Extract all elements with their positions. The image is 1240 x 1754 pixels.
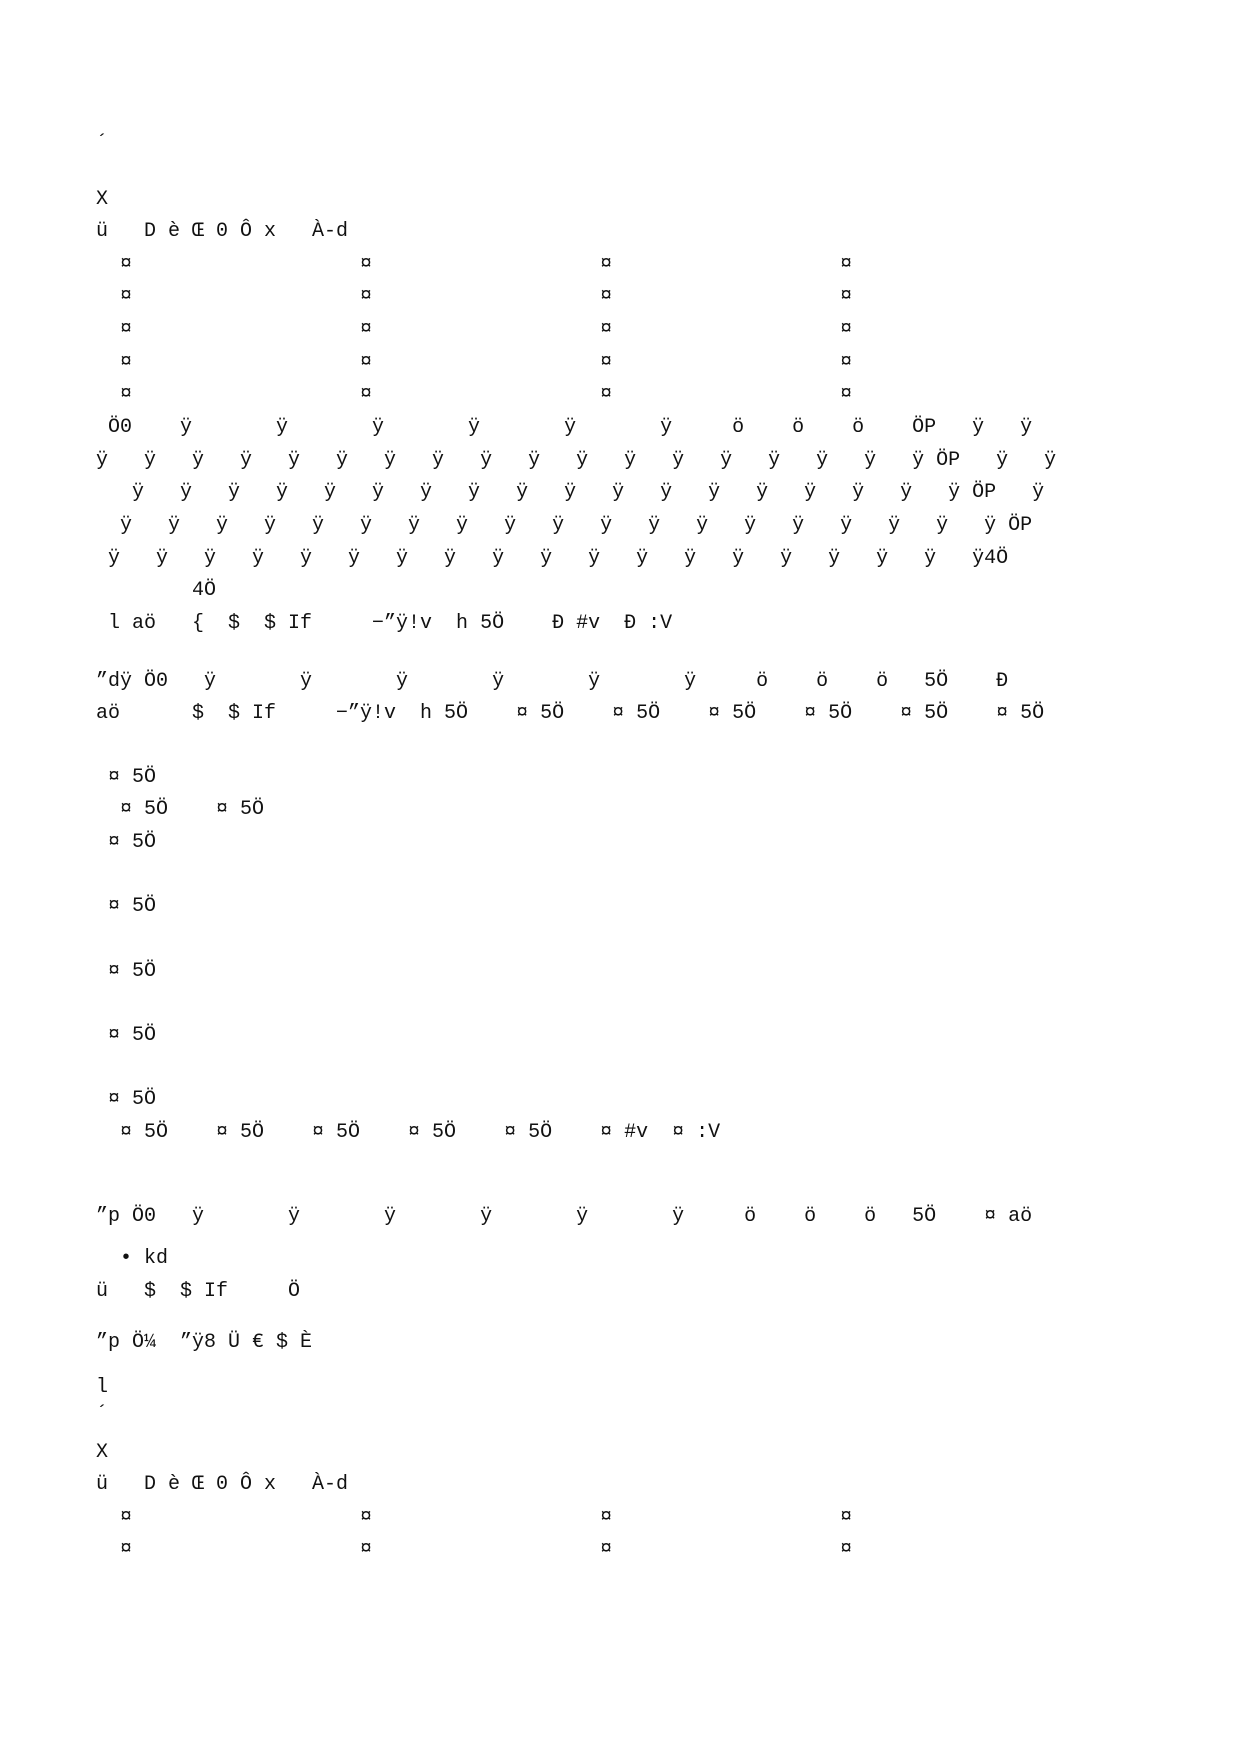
text-line-33: ü D è Œ 0 Ô x À-d [96, 1473, 349, 1496]
text-line-13: ÿ ÿ ÿ ÿ ÿ ÿ ÿ ÿ ÿ ÿ ÿ ÿ ÿ ÿ ÿ ÿ ÿ ÿ ÿ4Ö [96, 547, 1009, 570]
text-line-29: ”p Ö¼ ”ÿ8 Ü € $ È [96, 1331, 313, 1354]
text-line-21: ¤ 5Ö [96, 895, 157, 918]
text-line-8: ¤ ¤ ¤ ¤ [96, 383, 853, 406]
text-line-12: ÿ ÿ ÿ ÿ ÿ ÿ ÿ ÿ ÿ ÿ ÿ ÿ ÿ ÿ ÿ ÿ ÿ ÿ ÿ ÖP [96, 514, 1033, 537]
text-line-15: l aö { $ $ If −”ÿ!v h 5Ö Ð #v Ð :V [96, 612, 673, 635]
text-line-9: Ö0 ÿ ÿ ÿ ÿ ÿ ÿ ö ö ö ÖP ÿ ÿ [96, 416, 1033, 439]
text-line-5: ¤ ¤ ¤ ¤ [96, 285, 853, 308]
text-line-3: ü D è Œ 0 Ô x À-d [96, 220, 349, 243]
text-line-1: ´ [96, 132, 109, 155]
text-line-25: ¤ 5Ö ¤ 5Ö ¤ 5Ö ¤ 5Ö ¤ 5Ö ¤ #v ¤ :V [96, 1121, 721, 1144]
text-line-17: aö $ $ If −”ÿ!v h 5Ö ¤ 5Ö ¤ 5Ö ¤ 5Ö ¤ 5Ö ¤ 5Ö ¤ 5Ö [96, 702, 1045, 725]
text-line-10: ÿ ÿ ÿ ÿ ÿ ÿ ÿ ÿ ÿ ÿ ÿ ÿ ÿ ÿ ÿ ÿ ÿ ÿ ÖP ÿ ÿ [96, 449, 1057, 472]
text-line-23: ¤ 5Ö [96, 1024, 157, 1047]
text-line-28: ü $ $ If Ö [96, 1280, 301, 1303]
text-line-14: 4Ö [96, 579, 217, 602]
text-line-26: ”p Ö0 ÿ ÿ ÿ ÿ ÿ ÿ ö ö ö 5Ö ¤ aö [96, 1205, 1033, 1228]
text-line-18: ¤ 5Ö [96, 766, 157, 789]
text-line-30: l [96, 1376, 109, 1399]
text-line-19: ¤ 5Ö ¤ 5Ö [96, 798, 265, 821]
text-line-20: ¤ 5Ö [96, 831, 157, 854]
text-line-7: ¤ ¤ ¤ ¤ [96, 351, 853, 374]
text-line-4: ¤ ¤ ¤ ¤ [96, 253, 853, 276]
text-line-34: ¤ ¤ ¤ ¤ [96, 1506, 853, 1529]
text-line-24: ¤ 5Ö [96, 1088, 157, 1111]
text-line-2: X [96, 188, 109, 211]
text-line-16: ”dÿ Ö0 ÿ ÿ ÿ ÿ ÿ ÿ ö ö ö 5Ö Ð [96, 670, 1009, 693]
text-line-35: ¤ ¤ ¤ ¤ [96, 1538, 853, 1561]
text-line-32: X [96, 1441, 109, 1464]
text-line-22: ¤ 5Ö [96, 960, 157, 983]
text-line-27: • kd [96, 1247, 169, 1270]
text-line-6: ¤ ¤ ¤ ¤ [96, 318, 853, 341]
text-line-11: ÿ ÿ ÿ ÿ ÿ ÿ ÿ ÿ ÿ ÿ ÿ ÿ ÿ ÿ ÿ ÿ ÿ ÿ ÖP ÿ [96, 481, 1045, 504]
text-line-31: ´ [96, 1403, 109, 1426]
